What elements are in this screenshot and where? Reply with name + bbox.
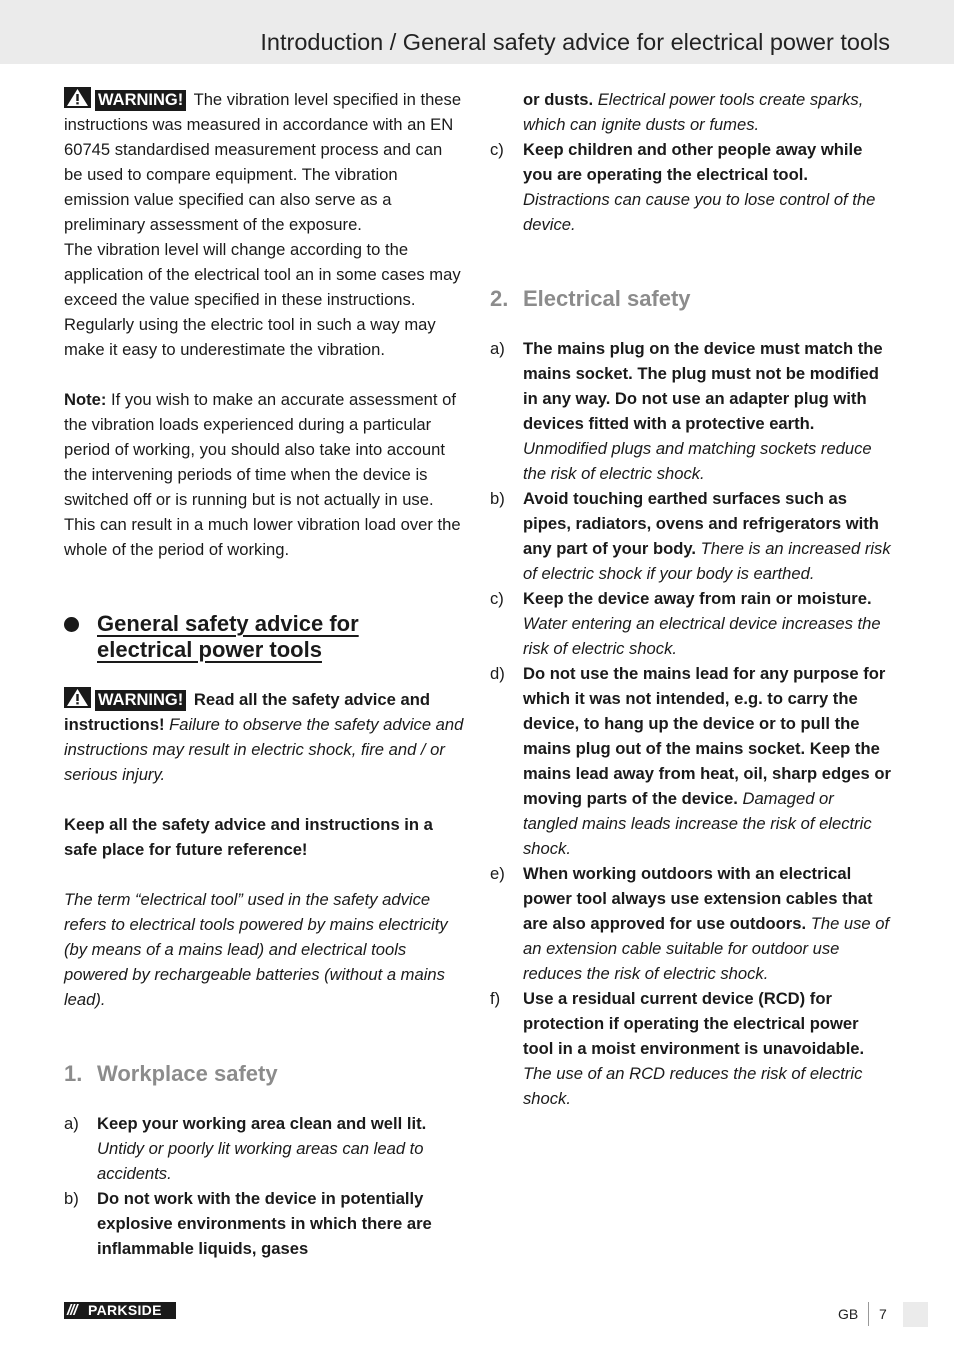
logo-slashes: ///: [67, 1302, 77, 1319]
note-label: Note:: [64, 390, 107, 409]
list-item-bold: The mains plug on the device must match the mains socket. The plug must not be modified in any way. Do not use an adapter plug with devices fitted with a protective earth.: [523, 339, 883, 433]
note-paragraph: [64, 387, 464, 562]
warning-triangle-icon: [64, 687, 91, 708]
list-item-label: a): [490, 339, 505, 358]
list-item-label: b): [64, 1189, 79, 1208]
warning-paragraph-vibration: [64, 87, 464, 237]
list-item-italic: Damaged or tangled mains leads increase the risk of electric shock.: [523, 789, 872, 858]
list-item-italic: Electrical power tools create sparks, which can ignite dusts or fumes.: [523, 90, 864, 134]
note-text: If you wish to make an accurate assessment of the vibration loads experienced during a particular period of working, you should also take into account the intervening periods of time when the device is switched off or is running but is not actually in use. This can result in a much lower vibration load over the whole of the period of working.: [64, 390, 461, 559]
list-item-label: e): [490, 864, 505, 883]
list-item: [490, 486, 892, 586]
brand-logo: [64, 1302, 176, 1319]
list-item: [490, 986, 892, 1111]
footer-divider: [868, 1302, 869, 1326]
list-item: [64, 1111, 464, 1186]
section-heading-line1: General safety advice for: [97, 611, 359, 636]
list-item-bold: Do not use the mains lead for any purpose for which it was not intended, e.g. to carry the device, to hang up the device or to pull the mains plug out of the mains socket. Keep the mains lead away from heat, oil, sharp edges or moving parts of the device.: [523, 664, 891, 808]
list-item-italic: Unmodified plugs and matching sockets reduce the risk of electric shock.: [523, 439, 872, 483]
list-item: [490, 137, 892, 237]
list-item-bold: Keep the device away from rain or moisture.: [523, 589, 872, 608]
vibration-paragraph: The vibration level will change according to the application of the electrical tool an in some cases may exceed the value specified in these instructions. Regularly using the electric tool in such a way may make it easy to underestimate the vibration.: [64, 240, 461, 359]
list-item-label: b): [490, 489, 505, 508]
list-item: [490, 336, 892, 486]
list-item-label: f): [490, 989, 501, 1008]
list-item-italic: Distractions can cause you to lose control of the device.: [523, 190, 876, 234]
heading-workplace-safety: [64, 1061, 464, 1087]
warning-triangle-icon: [64, 87, 91, 108]
list-item-bold: Keep your working area clean and well lit.: [97, 1114, 427, 1133]
page-number: 7: [879, 1306, 887, 1322]
list-item-label: a): [64, 1114, 79, 1133]
list-item-continued: [490, 87, 892, 137]
left-column: [64, 87, 464, 1261]
term-definition-text: The term “electrical tool” used in the safety advice refers to electrical tools powered by mains electricity (by means of a mains lead) and electrical tools powered by rechargeable batteries (without a mains lead).: [64, 890, 448, 1009]
list-item-label: c): [490, 589, 504, 608]
list-item-italic: Water entering an electrical device increases the risk of electric shock.: [523, 614, 881, 658]
warning-paragraph-read-all: [64, 687, 464, 787]
list-item-bold: Do not work with the device in potentially explosive environments in which there are inflammable liquids, gases: [97, 1189, 432, 1258]
warning-badge: WARNING!: [95, 90, 186, 111]
list-item-bold: Avoid touching earthed surfaces such as pipes, radiators, ovens and refrigerators with any part of your body.: [523, 489, 879, 558]
section-heading-line2: electrical power tools: [97, 637, 322, 662]
page-title: Introduction / General safety advice for electrical power tools: [260, 29, 890, 55]
list-item-italic: Untidy or poorly lit working areas can lead to accidents.: [97, 1139, 424, 1183]
warning-badge: WARNING!: [95, 690, 186, 711]
list-item-bold: Keep children and other people away while you are operating the electrical tool.: [523, 140, 863, 184]
heading-title: Workplace safety: [97, 1061, 278, 1086]
warning-bold-text: Read all the safety advice and instructions!: [64, 690, 430, 734]
list-item-label: d): [490, 664, 505, 683]
list-item-italic: The use of an RCD reduces the risk of electric shock.: [523, 1064, 863, 1108]
language-code: GB: [838, 1306, 859, 1322]
list-item: [490, 661, 892, 861]
list-item: [490, 586, 892, 661]
list-item-bold: When working outdoors with an electrical power tool always use extension cables that are also approved for use outdoors.: [523, 864, 873, 933]
page-header: [0, 0, 954, 64]
keep-instructions-text: Keep all the safety advice and instructions in a safe place for future reference!: [64, 815, 433, 859]
bullet-icon: [64, 617, 79, 632]
section-heading-general-safety: [64, 611, 464, 663]
heading-number: 2.: [490, 286, 509, 311]
list-item-italic: The use of an extension cable suitable for outdoor use reduces the risk of electric shock.: [523, 914, 890, 983]
heading-title: Electrical safety: [523, 286, 691, 311]
list-item-bold: or dusts.: [523, 90, 594, 109]
warning-italic-text: Failure to observe the safety advice and instructions may result in electric shock, fire and / or serious injury.: [64, 715, 464, 784]
list-item-italic: There is an increased risk of electric shock if your body is earthed.: [523, 539, 891, 583]
list-item-label: c): [490, 140, 504, 159]
right-column: [490, 87, 892, 1111]
footer-tab-marker: [903, 1302, 928, 1327]
list-item: [64, 1186, 464, 1261]
heading-electrical-safety: [490, 286, 892, 312]
logo-brand-text: PARKSIDE: [88, 1302, 162, 1318]
warning-text: The vibration level specified in these instructions was measured in accordance with an EN 60745 standardised measurement process and can be used to compare equipment. The vibration emission value specified can also serve as a preliminary assessment of the exposure.: [64, 90, 462, 234]
list-item: [490, 861, 892, 986]
heading-number: 1.: [64, 1061, 83, 1086]
list-item-bold: Use a residual current device (RCD) for protection if operating the electrical power tool in a moist environment is unavoidable.: [523, 989, 865, 1058]
